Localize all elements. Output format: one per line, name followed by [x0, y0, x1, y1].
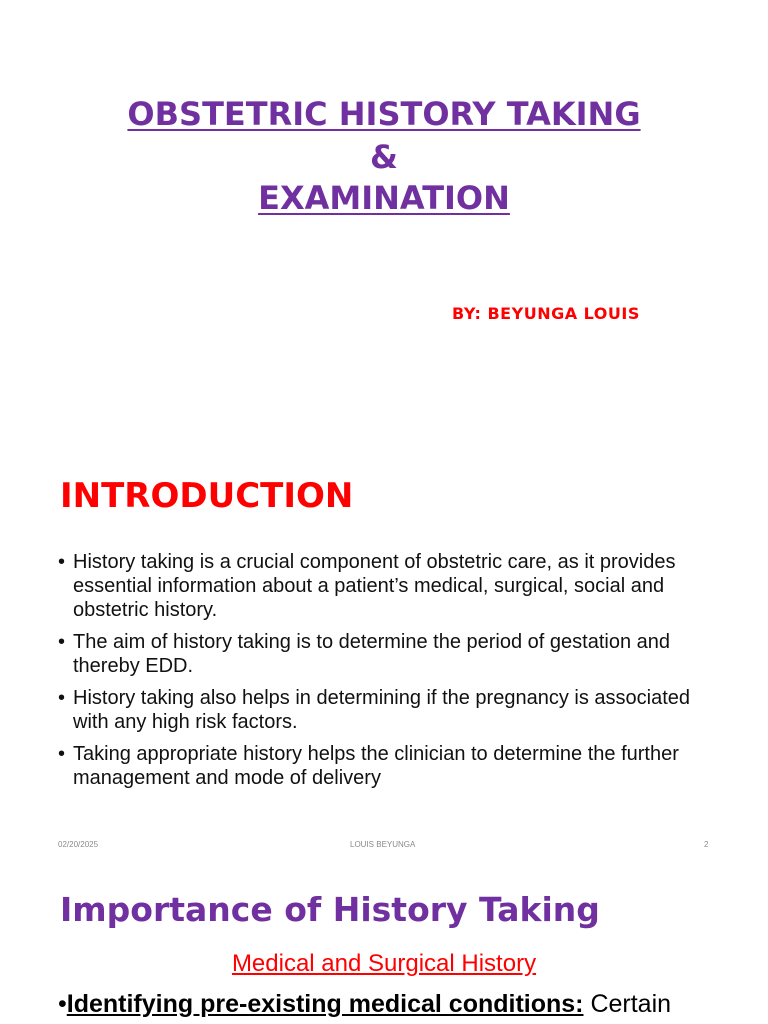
importance-heading: Importance of History Taking: [60, 890, 600, 929]
bullet-icon: •: [58, 551, 66, 573]
importance-slide: [0, 864, 768, 1024]
footer-author: LOUIS BEYUNGA: [350, 840, 416, 849]
bullet-text: Taking appropriate history helps the clinician to determine the further management and mode of delivery: [73, 743, 679, 789]
title-text-1: OBSTETRIC HISTORY TAKING: [127, 95, 641, 133]
bullet-text: History taking is a crucial component of obstetric care, as it provides essential information about a patient’s medical, surgical, social and obstetric history.: [73, 551, 676, 621]
title-ampersand: &: [370, 138, 398, 176]
bullet-label: Identifying pre-existing medical conditions:: [66, 990, 584, 1018]
title-line-1: [0, 96, 768, 132]
title-line-3: [0, 180, 768, 216]
list-item: [58, 550, 718, 622]
section-subheading: Medical and Surgical History: [231, 950, 537, 977]
author-byline: BY: BEYUNGA LOUIS: [452, 304, 640, 323]
introduction-heading: INTRODUCTION: [60, 476, 354, 516]
title-text-3: EXAMINATION: [258, 179, 510, 217]
footer-page-number: 2: [704, 840, 709, 849]
footer-date: 02/20/2025: [58, 840, 99, 849]
list-item: [58, 686, 718, 734]
bullet-text: The aim of history taking is to determine the period of gestation and thereby EDD.: [73, 631, 671, 677]
introduction-bullet-list: [58, 550, 718, 798]
title-line-2: [0, 139, 768, 175]
title-slide: [0, 0, 768, 430]
bullet-icon: •: [58, 990, 67, 1018]
bullet-icon: •: [58, 743, 66, 765]
introduction-slide: [0, 440, 768, 864]
bullet-icon: •: [58, 631, 66, 653]
importance-bullet: [58, 990, 671, 1019]
bullet-icon: •: [58, 687, 66, 709]
bullet-text: History taking also helps in determining if the pregnancy is associated with any high risk factors.: [73, 687, 690, 733]
bullet-text: Certain: [583, 990, 672, 1018]
list-item: [58, 630, 718, 678]
list-item: [58, 742, 718, 790]
